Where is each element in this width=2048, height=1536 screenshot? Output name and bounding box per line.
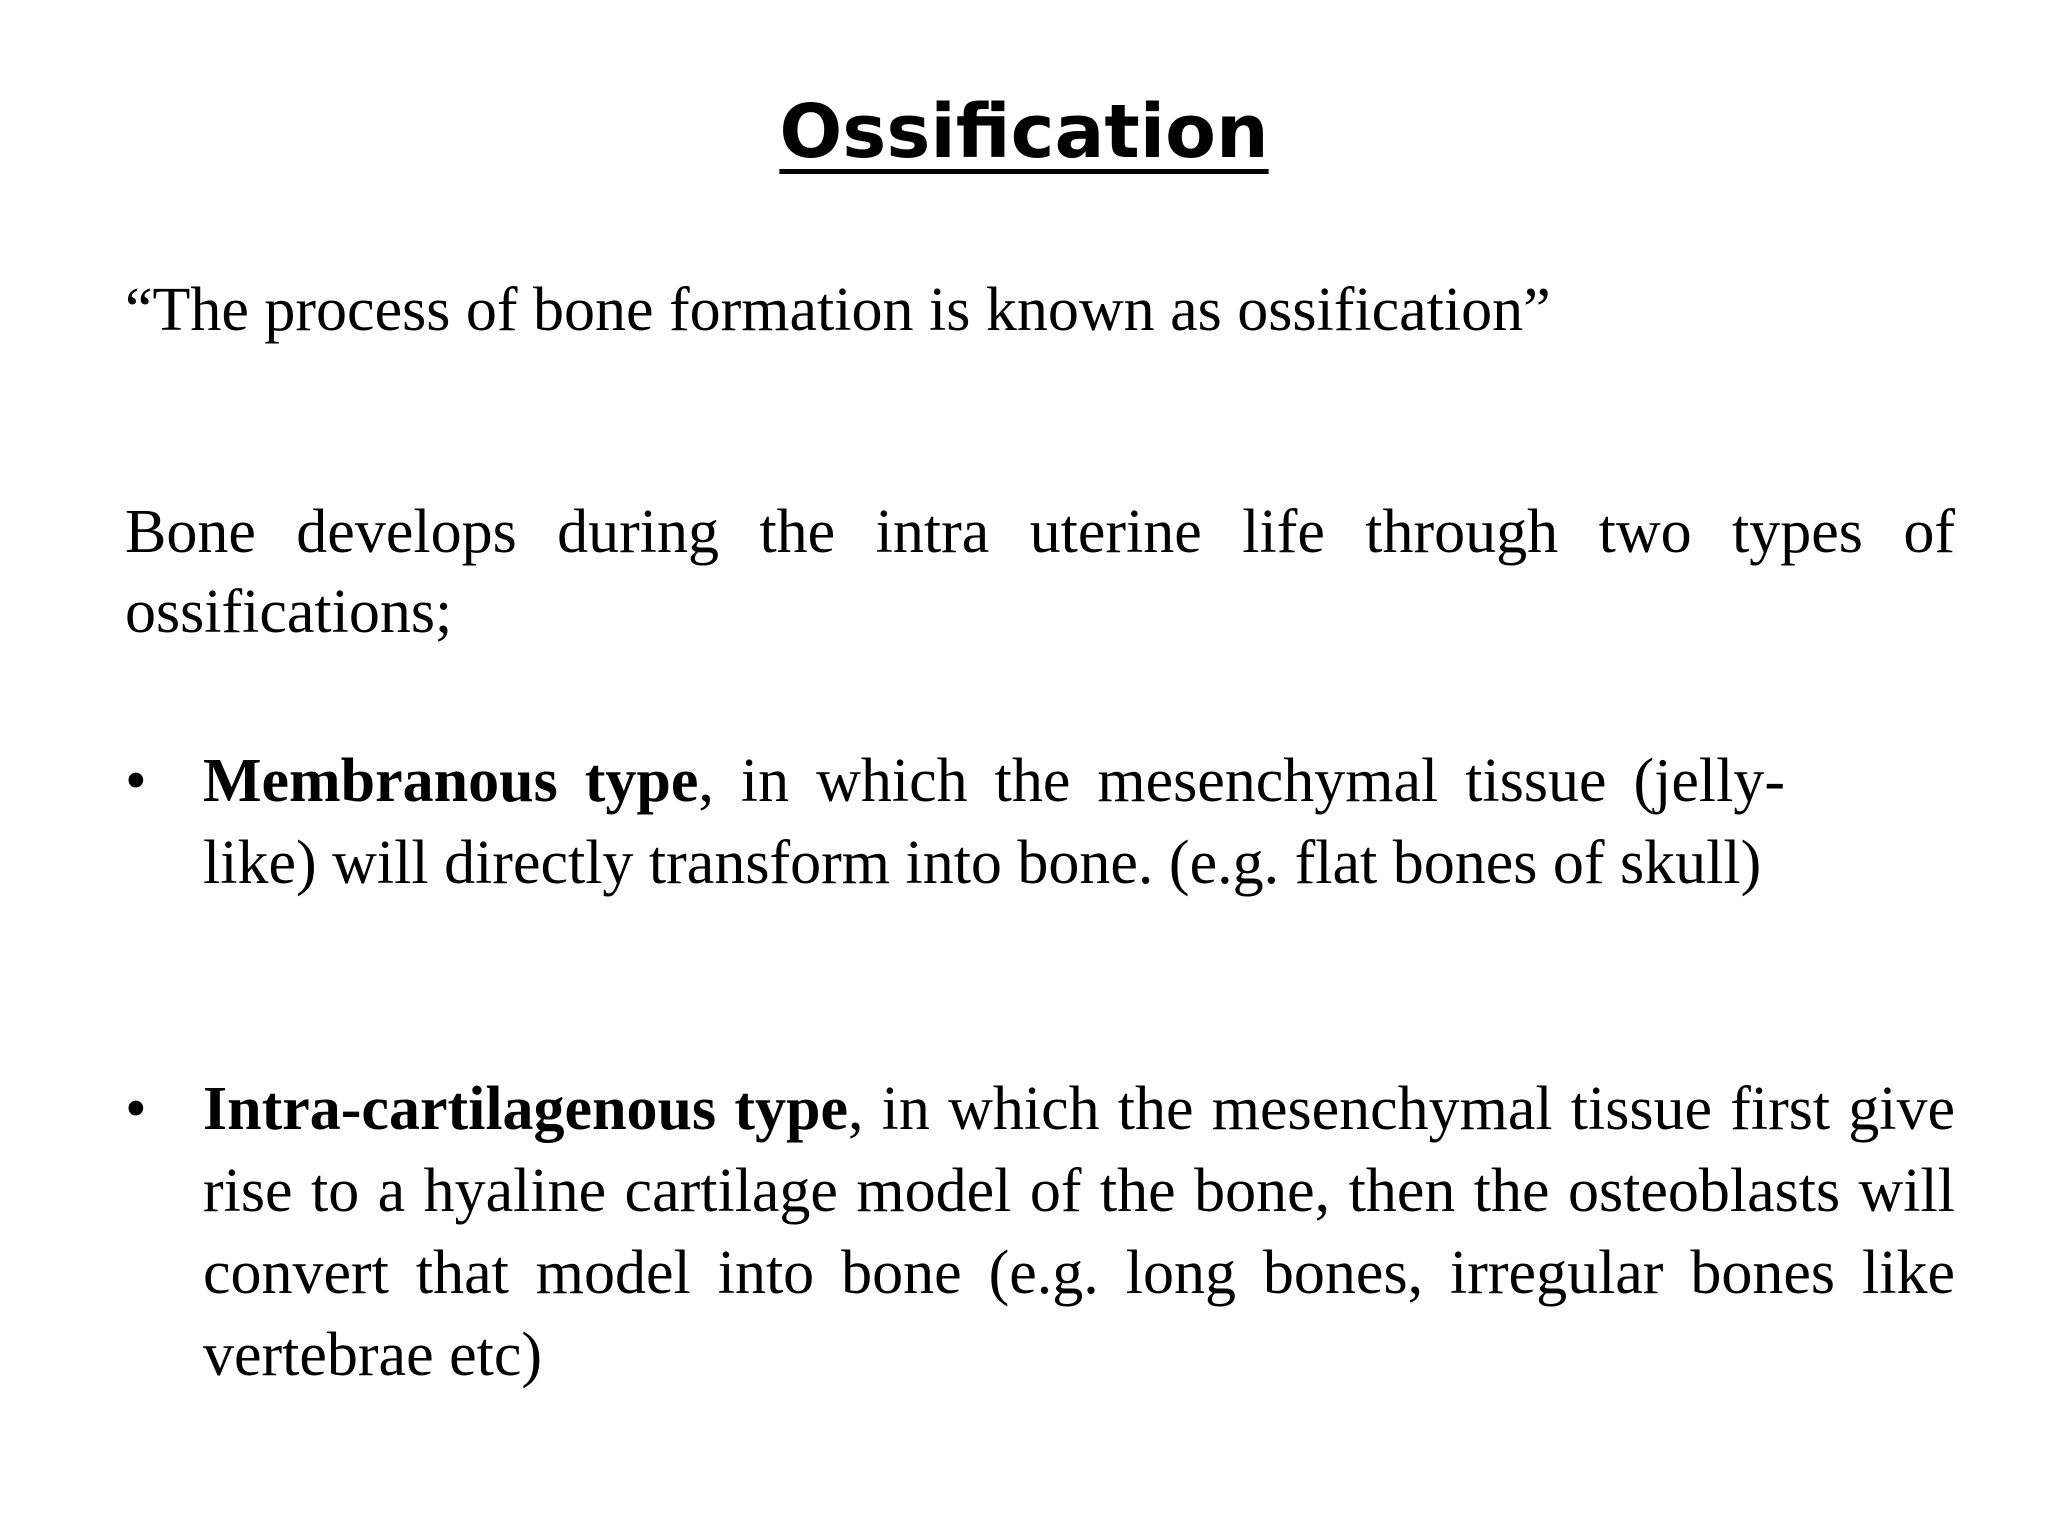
bullet-item-intra-cartilagenous bbox=[125, 1068, 1955, 1396]
definition-quote: “The process of bone formation is known as ossification” bbox=[125, 276, 1551, 344]
bullet-term: Membranous type bbox=[203, 747, 699, 815]
intro-paragraph: Bone develops during the intra uterine life through two types of ossifications; bbox=[125, 498, 1955, 646]
bullet-term: Intra-cartilagenous type bbox=[203, 1075, 848, 1143]
slide-title bbox=[0, 82, 2048, 182]
bullet-text bbox=[203, 740, 1785, 904]
bullet-text bbox=[203, 1068, 1955, 1396]
bullet-marker: • bbox=[125, 747, 147, 815]
bullet-item-membranous bbox=[125, 740, 1785, 904]
bullet-description: , in which the mesenchymal tissue (jelly-like) will directly transform into bone. (e.g. flat bones of skull) bbox=[203, 747, 1785, 897]
bullet-description: , in which the mesenchymal tissue first give rise to a hyaline cartilage model of the bone, then the osteoblasts will convert that model into bone (e.g. long bones, irregular bones like vertebrae etc) bbox=[203, 1075, 1955, 1389]
bullet-marker: • bbox=[125, 1075, 147, 1143]
slide-title-text: Ossification bbox=[779, 89, 1269, 175]
